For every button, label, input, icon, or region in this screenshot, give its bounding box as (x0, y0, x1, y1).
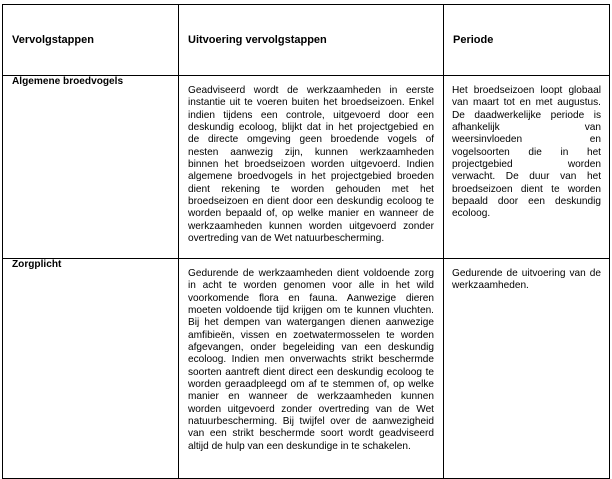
text-line: altijd de hulp van een deskundige in te schakelen. (188, 440, 411, 452)
text-line: deskundig ecoloog, blijkt dat in het projectgebied en (188, 122, 434, 134)
text-line: voorkomende flora en fauna. Aanwezige dieren (188, 292, 434, 304)
table-row (3, 259, 610, 479)
text-line: De daadwerkelijke periode is (452, 109, 601, 121)
row-label-zorgplicht: Zorgplicht (3, 259, 179, 479)
text-line: worden bepaald of, op welke manier en wanneer de (188, 208, 434, 220)
text-line: bepaald door een deskundig (452, 196, 601, 208)
text-line: afgevangen, onder begeleiding van een deskundig (188, 342, 434, 354)
text-line: Geadviseerd wordt de werkzaamheden in eerste (188, 85, 434, 96)
text-line: van een strikt beschermde soort wordt geadviseerd (188, 428, 434, 440)
text-line: instantie uit te voeren buiten het broedseizoen. Enkel (188, 97, 434, 109)
text-line: werkzaamheden kunnen worden uitgevoerd zonder (188, 220, 434, 232)
text-line: verwacht. De duur van het (452, 171, 601, 183)
text-line: moeten voldoende tijd krijgen om te kunnen vluchten. (188, 305, 434, 317)
text-line: worden uitgevoerd zonder overtreding van de Wet (188, 403, 434, 415)
uitvoering-zorgplicht (179, 259, 444, 479)
periode-broedvogels (444, 76, 610, 259)
text-line: dient rekening te worden gehouden met het (188, 183, 434, 195)
text-line: broedseizoen en dient door een deskundig ecoloog te (188, 196, 434, 208)
header-uitvoering: Uitvoering vervolgstappen (179, 5, 444, 76)
text-line: de directe omgeving geen broedende vogels of (188, 134, 434, 146)
text-line: overtreding van de Wet natuurbescherming. (188, 233, 385, 245)
table-row (3, 76, 610, 259)
table-header-row (3, 5, 610, 76)
text-line: natuurbescherming. Bij twijfel over de aanwezigheid (188, 416, 434, 428)
text-line: algemene broedvogels in het projectgebied broeden (188, 171, 434, 183)
text-line: van maart tot en met augustus. (452, 97, 601, 109)
text-line: binnen het broedseizoen worden uitgevoerd. Indien (188, 159, 434, 171)
text-line: Gedurende de werkzaamheden dient voldoende zorg (188, 268, 434, 279)
text-line: weersinvloeden en (452, 134, 601, 146)
text-line: Bij het dempen van watergangen dienen aanwezige (188, 317, 434, 329)
text-line: Het broedseizoen loopt globaal (452, 85, 601, 96)
vervolgstappen-table (2, 4, 610, 479)
periode-zorgplicht (444, 259, 610, 479)
text-line: indien tijdens een controle, uitgevoerd door een (188, 109, 434, 121)
text-line: Gedurende de uitvoering van de (452, 268, 601, 279)
text-line: ecoloog. (452, 208, 491, 220)
text-line: manier en wanneer de werkzaamheden kunnen (188, 391, 434, 403)
text-line: soorten aantreft dient direct een deskundig ecoloog te (188, 366, 434, 378)
text-line: afhankelijk van (452, 122, 601, 134)
text-line: ecoloog. Indien men onverwachts strikt beschermde (188, 354, 434, 366)
text-line: projectgebied worden (452, 159, 601, 171)
text-line: broedseizoen dient te worden (452, 183, 601, 195)
header-vervolgstappen: Vervolgstappen (3, 5, 179, 76)
row-label-broedvogels: Algemene broedvogels (3, 76, 179, 259)
uitvoering-broedvogels (179, 76, 444, 259)
text-line: nesten aanwezig zijn, kunnen werkzaamheden (188, 146, 434, 158)
text-line: in acht te worden genomen voor alle in het wild (188, 280, 434, 292)
text-line: vogelsoorten die in het (452, 146, 601, 158)
header-periode: Periode (444, 5, 610, 76)
text-line: werkzaamheden. (452, 280, 529, 292)
text-line: worden geraadpleegd om af te stemmen of, op welke (188, 379, 434, 391)
text-line: amfibieën, vissen en zoetwatermosselen te worden (188, 329, 434, 341)
